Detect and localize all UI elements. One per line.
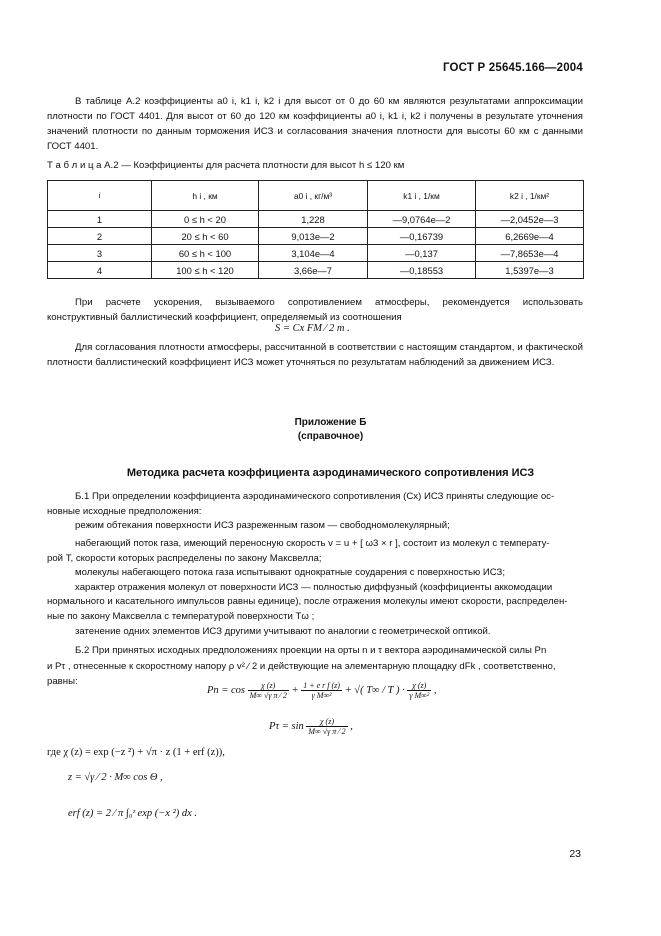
table-cell: —2,0452е—3: [476, 211, 584, 228]
pn-formula: [207, 681, 437, 700]
page-number: 23: [569, 848, 581, 860]
b2-line: равны:: [47, 676, 78, 687]
document-header: ГОСТ Р 25645.166—2004: [442, 62, 583, 74]
table-cell: 1: [48, 211, 152, 228]
pn-fraction: [248, 681, 289, 700]
ptau-lhs: Pτ = sin: [269, 720, 304, 732]
fraction-numerator: χ (z): [306, 717, 347, 727]
table-cell: 6,2669е—4: [476, 228, 584, 245]
ptau-formula: [269, 717, 353, 736]
table-cell: 100 ≤ h < 120: [152, 262, 259, 279]
b1-line: набегающий поток газа, имеющий переносную скорость v = u + [ ω3 × r ], состоит из молекул с температу-: [75, 538, 550, 549]
table-cell: 3: [48, 245, 152, 262]
b1-line: нормального и касательного импульсов равны единице), после отражения молекулы имеют скорости, распределен-: [47, 596, 568, 607]
ballistic-note-paragraph: [47, 340, 583, 370]
b2-line: Б.2 При принятых исходных предположениях проекции на орты n и τ вектора аэродинамической силы Pn: [75, 645, 547, 656]
table-cell: 3,66е—7: [259, 262, 368, 279]
fraction-denominator: γ M∞²: [409, 691, 430, 700]
fraction-numerator: 1 + e r f (z): [303, 681, 340, 690]
fraction-denominator: M∞ √γ π ⁄ 2: [249, 691, 287, 700]
table-cell: —7,8653е—4: [476, 245, 584, 262]
b1-line: новные исходные предположения:: [47, 506, 202, 517]
b1-line: характер отражения молекул от поверхности ИСЗ — полностью диффузный (коэффициенты аккомодации: [75, 582, 553, 593]
table-header-row: [48, 181, 584, 211]
ballistic-paragraph: [47, 295, 583, 325]
table-cell: —0,137: [368, 245, 476, 262]
erf-formula: erf (z) = 2 ⁄ π ∫₀ᶻ exp (−x ²) dx .: [68, 808, 198, 819]
ptau-fraction: [306, 717, 347, 736]
b1-line: Б.1 При определении коэффициента аэродинамического сопротивления (Cx) ИСЗ приняты следующие ос-: [75, 491, 555, 502]
appendix-title: Методика расчета коэффициента аэродинамического сопротивления ИСЗ: [126, 467, 535, 479]
table-cell: —0,16739: [368, 228, 476, 245]
formula-end: ,: [350, 720, 353, 732]
b1-line: затенение одних элементов ИСЗ другими учитывают по аналогии с геометрической оптикой.: [75, 626, 491, 637]
table-row: [48, 211, 584, 228]
table-row: [48, 262, 584, 279]
b1-line: молекулы набегающего потока газа испытывают однократные соударения с поверхностью ИСЗ;: [75, 567, 505, 578]
fraction-numerator: χ (z): [248, 681, 289, 691]
appendix-label: Приложение Б: [294, 417, 367, 428]
table-row: [48, 245, 584, 262]
table-header-i: i: [48, 181, 152, 211]
b1-line: режим обтекания поверхности ИСЗ разреженным газом — свободномолекулярный;: [75, 520, 450, 531]
table-cell: 60 ≤ h < 100: [152, 245, 259, 262]
pn-fraction: [301, 681, 342, 700]
pn-fraction: [407, 681, 431, 700]
table-header-k1: k1 i , 1/км: [368, 181, 476, 211]
pn-lhs: Pn = cos: [207, 684, 245, 696]
fraction-denominator: M∞ √γ π ⁄ 2: [308, 727, 346, 736]
intro-text: В таблице А.2 коэффициенты a0 i, k1 i, k2 i для высот от 0 до 60 км являются результатами аппроксимации плотности по ГОСТ 4401. Для высот от 60 до 120 км коэффициенты a0 i, k1 i, k2 i получены в результате уточнения значений плотности по данным торможения ИСЗ и согласования значения плотности для высоты 60 км с данными ГОСТ 4401.: [47, 96, 583, 152]
table-cell: 1,5397е—3: [476, 262, 584, 279]
table-cell: 2: [48, 228, 152, 245]
table-header-k2: k2 i , 1/км²: [476, 181, 584, 211]
table-cell: 0 ≤ h < 20: [152, 211, 259, 228]
z-formula: z = √γ ⁄ 2 · M∞ cos Θ ,: [68, 772, 163, 783]
appendix-kind: (справочное): [297, 431, 364, 442]
table-cell: 3,104е—4: [259, 245, 368, 262]
ballistic-note-text: Для согласования плотности атмосферы, рассчитанной в соответствии с настоящим стандартом, и фактической плотности баллистический коэффициент ИСЗ может уточняться по результатам наблюдений за движением ИСЗ.: [47, 342, 583, 368]
table-cell: —9,0764е—2: [368, 211, 476, 228]
plus-sign: +: [291, 684, 299, 696]
chi-formula: где χ (z) = exp (−z ²) + √π · z (1 + erf (z)),: [47, 747, 225, 758]
ballistic-formula: S = Cx FM ⁄ 2 m .: [275, 323, 350, 334]
table-caption: Т а б л и ц а А.2 — Коэффициенты для расчета плотности для высот h ≤ 120 км: [47, 160, 405, 171]
b1-line: ные по закону Максвелла с температурой поверхности Tω ;: [47, 611, 315, 622]
intro-paragraph: [47, 94, 583, 154]
b1-line: рой T, скорости которых распределены по закону Максвелла;: [47, 553, 322, 564]
table-cell: 20 ≤ h < 60: [152, 228, 259, 245]
ballistic-text: При расчете ускорения, вызываемого сопротивлением атмосферы, рекомендуется использовать конструктивный баллистический коэффициент, определяемый из соотношения: [47, 297, 583, 323]
table-cell: 1,228: [259, 211, 368, 228]
b2-line: и Pτ , отнесенные к скоростному напору ρ v² ⁄ 2 и действующие на элементарную площадку dFk , соответственно,: [47, 661, 556, 672]
formula-end: ,: [433, 684, 437, 696]
coefficients-table: [47, 180, 584, 279]
table-cell: —0,18553: [368, 262, 476, 279]
sqrt-term: + √( T∞ / T ) ·: [344, 684, 405, 696]
fraction-numerator: χ (z): [407, 681, 431, 691]
table-row: [48, 228, 584, 245]
table-header-a0: a0 i , кг/м³: [259, 181, 368, 211]
fraction-denominator: γ M∞²: [311, 691, 332, 700]
table-header-h: h i , км: [152, 181, 259, 211]
table-cell: 9,013е—2: [259, 228, 368, 245]
table-cell: 4: [48, 262, 152, 279]
